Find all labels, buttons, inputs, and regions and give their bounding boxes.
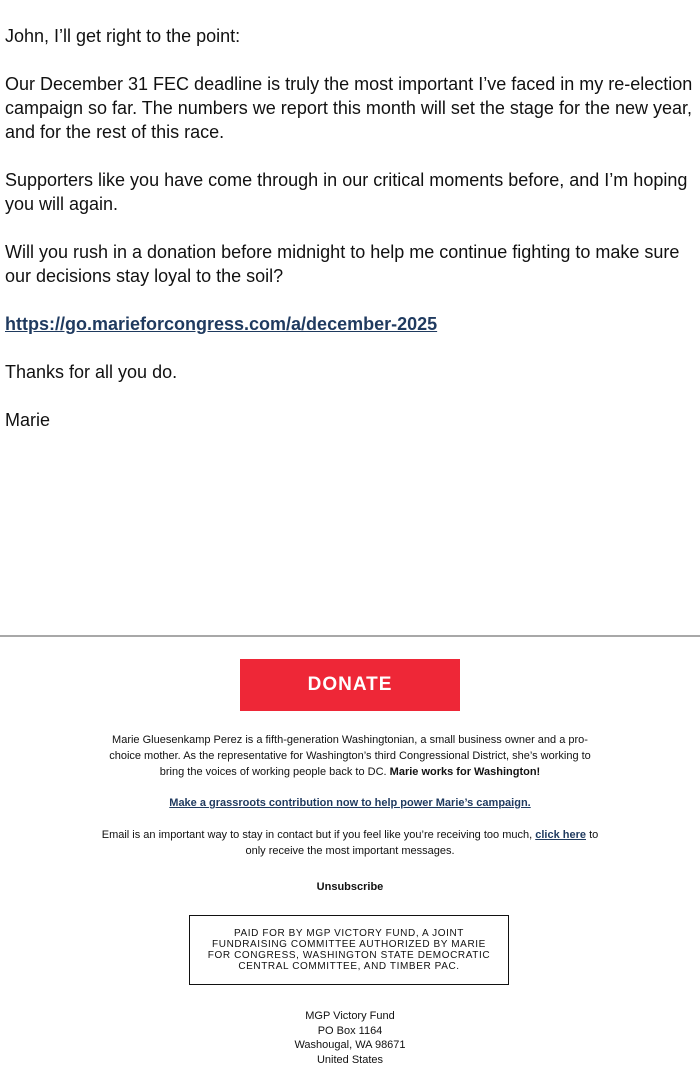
donation-link[interactable]: https://go.marieforcongress.com/a/december-2025 [5, 314, 438, 334]
closing: Thanks for all you do. [5, 362, 178, 382]
unsubscribe-link[interactable]: Unsubscribe [316, 881, 384, 893]
paragraph-supporters: Supporters like you have come through in our critical moments before, and I’m hoping you will again. [5, 170, 688, 214]
bio-tagline: Marie works for Washington! [389, 766, 541, 778]
bio-body: Marie Gluesenkamp Perez is a fifth-generation Washingtonian, a small business owner and a pro-choice mother. As the representative for Washington’s third Congressional District, she’s working to bring the voices of working people back to DC. [109, 734, 591, 778]
paid-for-text: PAID FOR BY MGP VICTORY FUND, A JOINT FUNDRAISING COMMITTEE AUTHORIZED BY MARIE FOR CONGRESS, WASHINGTON STATE DEMOCRATIC CENTRAL COMMITTEE, AND TIMBER PAC. [207, 928, 491, 972]
bio-text [100, 732, 600, 780]
footer-divider [0, 635, 700, 637]
donation-link-paragraph [5, 312, 697, 336]
address-line-1: MGP Victory Fund [305, 1010, 395, 1022]
unsubscribe-section [100, 879, 600, 895]
signature: Marie [5, 410, 51, 430]
email-preferences-link[interactable]: click here [535, 829, 586, 841]
greeting: John, I’ll get right to the point: [5, 26, 241, 46]
mailing-address [250, 1009, 450, 1067]
contribution-link[interactable]: Make a grassroots contribution now to help power Marie’s campaign. [169, 797, 531, 809]
contribution-section [100, 795, 600, 811]
email-preferences-text [100, 827, 600, 859]
paragraph-ask: Will you rush in a donation before midnight to help me continue fighting to make sure our decisions stay loyal to the soil? [5, 242, 680, 286]
address-line-2: PO Box 1164 [317, 1024, 383, 1037]
donate-button[interactable]: DONATE [240, 659, 460, 711]
address-line-4: United States [316, 1053, 384, 1066]
prefs-text-after: to only receive the most important messages. [245, 829, 599, 857]
paragraph-deadline: Our December 31 FEC deadline is truly the most important I’ve faced in my re-election campaign so far. The numbers we report this month will set the stage for the new year, and for the rest of this race. [5, 74, 693, 142]
prefs-text-before: Email is an important way to stay in contact but if you feel like you’re receiving too much, [101, 829, 533, 841]
email-body [5, 24, 697, 456]
paid-for-disclaimer [189, 915, 509, 985]
address-line-3: Washougal, WA 98671 [294, 1039, 406, 1051]
